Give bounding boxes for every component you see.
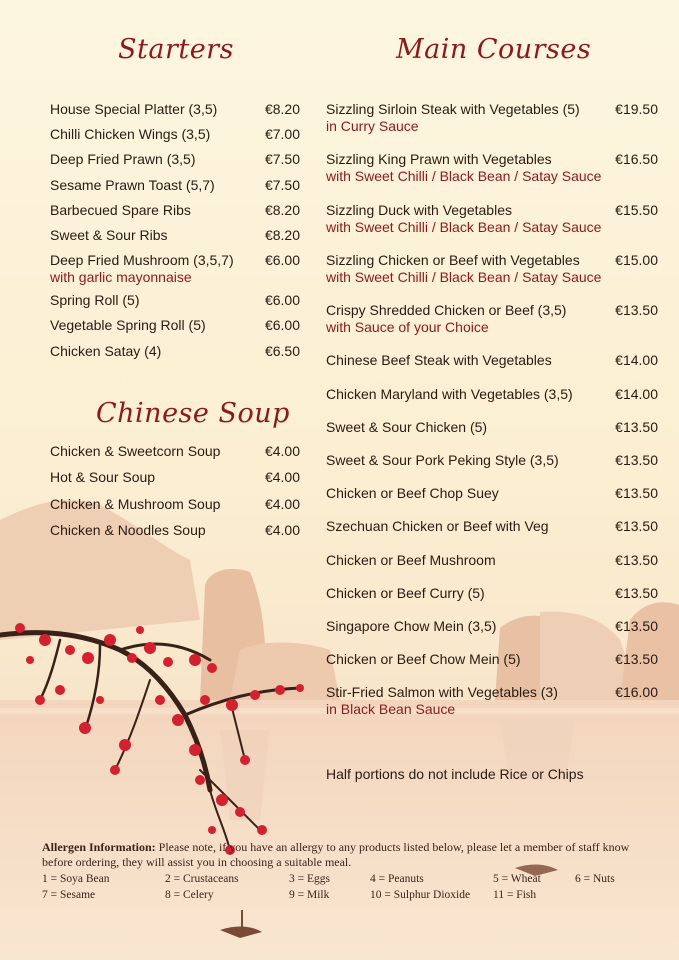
soup-list <box>50 443 300 548</box>
item-name: Sweet & Sour Pork Peking Style (3,5) <box>326 452 559 469</box>
half-portions-note: Half portions do not include Rice or Chips <box>326 766 584 782</box>
item-name: Chinese Beef Steak with Vegetables <box>326 352 552 369</box>
item-description: with Sauce of your Choice <box>326 319 489 336</box>
item-description: with Sweet Chilli / Black Bean / Satay Sauce <box>326 218 602 235</box>
item-price: €8.20 <box>264 101 300 117</box>
item-description: with Sweet Chilli / Black Bean / Satay Sauce <box>326 268 602 285</box>
item-name: Sweet & Sour Ribs <box>50 226 168 243</box>
item-name: Crispy Shredded Chicken or Beef (3,5) <box>326 302 567 319</box>
list-item <box>50 177 300 202</box>
item-name: Sweet & Sour Chicken (5) <box>326 418 488 435</box>
item-name: Chilli Chicken Wings (3,5) <box>50 126 211 143</box>
item-description: with garlic mayonnaise <box>50 269 192 286</box>
allergen-label: Allergen Information: <box>42 840 156 854</box>
item-price: €8.20 <box>264 226 300 243</box>
item-description: with Sweet Chilli / Black Bean / Satay Sauce <box>326 168 602 185</box>
item-name: Chicken Maryland with Vegetables (3,5) <box>326 385 573 402</box>
item-price: €6.50 <box>264 342 300 359</box>
item-name: House Special Platter (3,5) <box>50 101 218 117</box>
list-item <box>50 522 300 548</box>
list-item <box>50 469 300 495</box>
starters-heading: Starters <box>118 34 234 65</box>
item-name: Sizzling King Prawn with Vegetables <box>326 151 552 168</box>
list-item <box>326 684 658 734</box>
list-item <box>326 585 658 618</box>
item-price: €14.00 <box>615 385 658 402</box>
item-price: €4.00 <box>264 443 300 459</box>
list-item <box>50 443 300 469</box>
item-price: €16.50 <box>615 151 658 168</box>
item-name: Deep Fried Prawn (3,5) <box>50 151 196 168</box>
item-price: €13.50 <box>615 452 658 469</box>
item-price: €7.50 <box>264 151 300 168</box>
item-name: Chicken or Beef Chow Mein (5) <box>326 651 521 668</box>
list-item <box>326 202 658 252</box>
item-name: Vegetable Spring Roll (5) <box>50 317 206 334</box>
item-name: Sizzling Duck with Vegetables <box>326 201 512 218</box>
main-courses-list <box>326 101 658 735</box>
main-courses-heading: Main Courses <box>396 34 592 65</box>
item-price: €6.00 <box>264 252 300 269</box>
item-name: Barbecued Spare Ribs <box>50 201 191 218</box>
item-name: Sesame Prawn Toast (5,7) <box>50 176 215 193</box>
item-price: €4.00 <box>264 521 300 538</box>
item-price: €13.50 <box>615 617 658 634</box>
item-name: Sizzling Chicken or Beef with Vegetables <box>326 251 580 268</box>
item-name: Sizzling Sirloin Steak with Vegetables (5) <box>326 101 580 117</box>
item-price: €7.00 <box>264 126 300 143</box>
allergen-code: 11 = Fish <box>493 889 537 901</box>
list-item <box>326 302 658 352</box>
allergen-code: 10 = Sulphur Dioxide <box>370 889 471 901</box>
item-name: Spring Roll (5) <box>50 292 140 309</box>
list-item <box>326 386 658 419</box>
item-price: €15.00 <box>615 251 658 268</box>
list-item <box>50 292 300 317</box>
item-name: Chicken or Beef Chop Suey <box>326 485 499 502</box>
list-item <box>326 151 658 201</box>
allergen-code: 4 = Peanuts <box>370 873 424 885</box>
list-item <box>326 552 658 585</box>
list-item <box>326 252 658 302</box>
item-price: €13.50 <box>615 584 658 601</box>
allergen-code: 1 = Soya Bean <box>42 873 110 885</box>
list-item <box>326 419 658 452</box>
allergen-text: Please note, if you have an allergy to any products listed below, please let a member of staff know before ordering, they will assist you in choosing a suitable meal. <box>42 840 630 869</box>
item-name: Stir-Fried Salmon with Vegetables (3) <box>326 684 558 701</box>
item-price: €7.50 <box>264 176 300 193</box>
item-name: Szechuan Chicken or Beef with Veg <box>326 518 549 535</box>
list-item <box>326 618 658 651</box>
list-item <box>50 496 300 522</box>
item-description: in Curry Sauce <box>326 118 419 134</box>
allergen-code: 6 = Nuts <box>575 873 615 885</box>
allergen-code: 3 = Eggs <box>289 873 330 885</box>
soup-heading: Chinese Soup <box>96 398 290 429</box>
item-name: Chicken or Beef Curry (5) <box>326 584 485 601</box>
list-item <box>326 452 658 485</box>
allergen-code: 2 = Crustaceans <box>165 873 239 885</box>
list-item <box>50 101 300 126</box>
item-price: €13.50 <box>615 651 658 668</box>
item-name: Chicken & Noodles Soup <box>50 521 206 538</box>
list-item <box>326 101 658 151</box>
list-item <box>326 518 658 551</box>
item-price: €15.50 <box>615 201 658 218</box>
allergen-code: 7 = Sesame <box>42 889 96 901</box>
item-price: €4.00 <box>264 495 300 512</box>
item-price: €16.00 <box>615 684 658 701</box>
list-item <box>326 651 658 684</box>
list-item <box>326 352 658 385</box>
list-item <box>50 252 300 292</box>
list-item <box>50 202 300 227</box>
item-price: €8.20 <box>264 201 300 218</box>
allergen-code: 5 = Wheat <box>493 873 541 885</box>
item-name: Deep Fried Mushroom (3,5,7) <box>50 252 234 269</box>
starters-list <box>50 101 300 368</box>
item-name: Chicken & Mushroom Soup <box>50 495 221 512</box>
item-price: €13.50 <box>615 302 658 319</box>
item-price: €13.50 <box>615 551 658 568</box>
list-item <box>50 317 300 342</box>
list-item <box>50 227 300 252</box>
item-price: €13.50 <box>615 418 658 435</box>
item-price: €6.00 <box>264 292 300 309</box>
list-item <box>50 343 300 368</box>
item-price: €13.50 <box>615 518 658 535</box>
list-item <box>50 151 300 176</box>
list-item <box>50 126 300 151</box>
allergen-code: 8 = Celery <box>165 889 214 901</box>
item-name: Singapore Chow Mein (3,5) <box>326 617 497 634</box>
item-price: €19.50 <box>615 101 658 117</box>
item-name: Hot & Sour Soup <box>50 469 156 486</box>
item-price: €4.00 <box>264 469 300 486</box>
item-name: Chicken & Sweetcorn Soup <box>50 443 221 459</box>
item-price: €13.50 <box>615 485 658 502</box>
item-name: Chicken or Beef Mushroom <box>326 551 496 568</box>
list-item <box>326 485 658 518</box>
item-name: Chicken Satay (4) <box>50 342 162 359</box>
allergen-info <box>42 840 642 870</box>
item-description: in Black Bean Sauce <box>326 701 456 718</box>
item-price: €6.00 <box>264 317 300 334</box>
allergen-code: 9 = Milk <box>289 889 330 901</box>
item-price: €14.00 <box>615 352 658 369</box>
